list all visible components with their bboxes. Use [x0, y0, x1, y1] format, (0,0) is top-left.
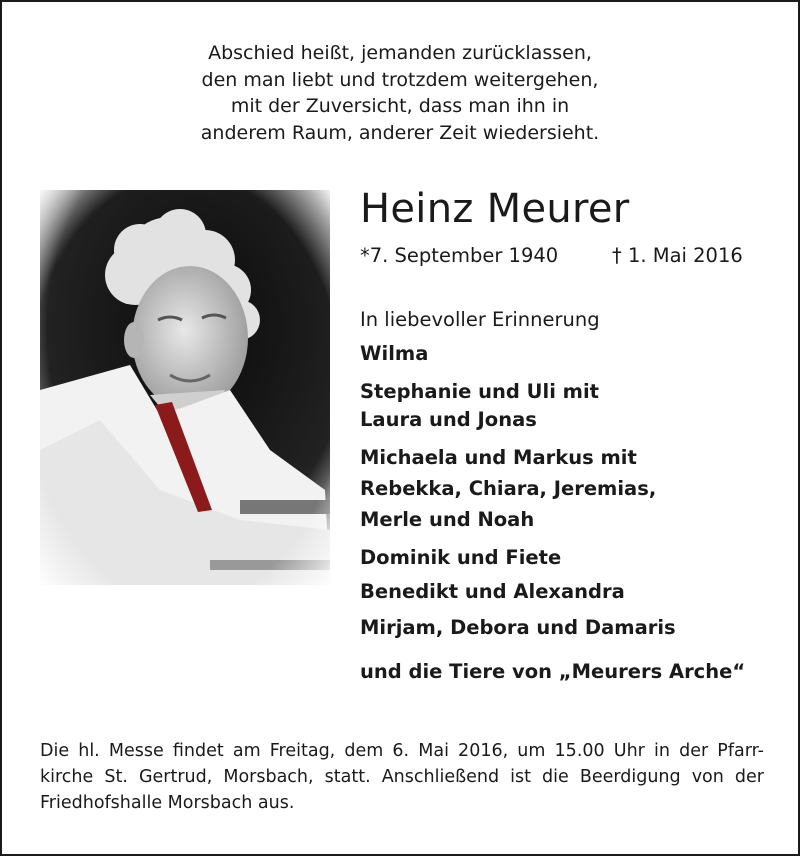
- mourner-line: und die Tiere von „Meurers Arche“: [360, 660, 746, 683]
- deceased-name: Heinz Meurer: [360, 186, 630, 232]
- birth-date: *7. September 1940: [360, 244, 559, 267]
- funeral-notice: [40, 738, 764, 816]
- quote-line: mit der Zuversicht, dass man ihn in: [230, 95, 570, 117]
- notice-line: kirche St. Gertrud, Morsbach, statt. Anschließend ist die Beerdigung von der: [40, 767, 764, 787]
- notice-line: Die hl. Messe findet am Freitag, dem 6. Mai 2016, um 15.00 Uhr in der Pfarr-: [40, 741, 764, 761]
- quote-line: den man liebt und trotzdem weitergehen,: [201, 68, 599, 91]
- notice-line: Friedhofshalle Morsbach aus.: [40, 793, 295, 813]
- mourner-line: Rebekka, Chiara, Jeremias,: [360, 477, 657, 500]
- remembrance-intro: In liebevoller Erinnerung: [360, 308, 600, 331]
- mourner-line: Benedikt und Alexandra: [360, 580, 625, 603]
- memorial-quote: [0, 40, 800, 146]
- mourner-line: Stephanie und Uli mit: [360, 380, 599, 403]
- mourner-line: Merle und Noah: [360, 508, 535, 531]
- mourner-line: Wilma: [360, 342, 429, 365]
- mourner-line: Mirjam, Debora und Damaris: [360, 616, 676, 639]
- quote-line: anderem Raum, anderer Zeit wiedersieht.: [200, 121, 600, 144]
- quote-line: Abschied heißt, jemanden zurücklassen,: [208, 42, 592, 64]
- mourner-line: Dominik und Fiete: [360, 546, 562, 569]
- portrait-photo: [40, 190, 330, 585]
- death-date: † 1. Mai 2016: [612, 244, 743, 267]
- mourner-line: Laura und Jonas: [360, 408, 537, 431]
- mourner-line: Michaela und Markus mit: [360, 446, 637, 469]
